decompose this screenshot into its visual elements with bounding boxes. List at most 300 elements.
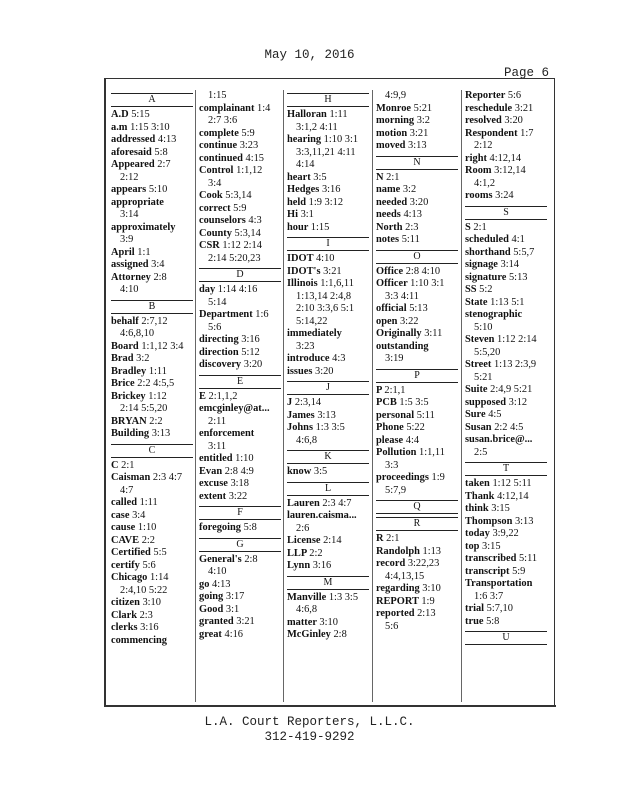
index-word: Transportation: [465, 578, 533, 589]
index-entry: [376, 558, 458, 571]
index-entry: [287, 134, 369, 147]
index-word: going: [199, 591, 224, 602]
index-entry: [111, 572, 193, 585]
index-ref-continuation: 2:4,10 5:22: [120, 584, 168, 596]
document-date: May 10, 2016: [264, 48, 355, 62]
index-ref: 3:17: [225, 591, 245, 602]
index-ref: 3:22: [228, 490, 248, 502]
index-ref: 2:1: [386, 533, 400, 544]
index-word: Lynn: [287, 560, 311, 571]
section-letter: R: [376, 517, 458, 531]
index-word: outstanding: [376, 340, 429, 352]
index-entry: [287, 548, 369, 561]
index-word: entitled: [199, 453, 233, 464]
index-entry: [465, 259, 547, 272]
index-ref: 2:1,1: [384, 384, 406, 396]
index-entry: [376, 472, 458, 485]
section-letter: F: [199, 506, 281, 520]
index-entry: [287, 535, 369, 548]
index-ref-continuation: 4:1,2: [474, 177, 496, 189]
index-ref: 3:22,23: [407, 558, 440, 569]
index-entry: [111, 497, 193, 510]
index-word: North: [376, 221, 403, 233]
index-entry: [465, 422, 547, 435]
index-ref: 3:12,14: [494, 165, 526, 176]
index-entry: [376, 435, 458, 448]
index-word: today: [465, 528, 490, 539]
index-word: SS: [465, 284, 477, 295]
index-word: LLP: [287, 547, 307, 559]
index-entry: [111, 510, 193, 523]
index-word: complainant: [199, 102, 255, 114]
index-entry: [465, 334, 547, 347]
index-ref: 5:10: [148, 184, 168, 195]
index-word: Cook: [199, 190, 223, 201]
index-word: complete: [199, 127, 239, 139]
index-ref: 3:4: [132, 509, 146, 521]
index-entry: [287, 184, 369, 197]
index-ref: 3:16: [312, 560, 332, 571]
index-word: directing: [199, 334, 239, 345]
index-word: correct: [199, 202, 231, 214]
index-entry: [199, 347, 281, 360]
index-entry: [376, 533, 458, 546]
index-word: appropriate: [111, 196, 164, 208]
index-ref: 4:13: [403, 209, 422, 220]
index-ref: 1:11: [329, 109, 348, 120]
index-ref: 4:13: [157, 134, 177, 145]
index-entry: [199, 391, 281, 404]
index-word: please: [376, 434, 404, 446]
index-entry: [376, 234, 458, 247]
index-entry: [199, 228, 281, 241]
index-word: C: [111, 459, 119, 471]
index-entry: [111, 597, 193, 610]
index-entry: [287, 366, 369, 379]
index-ref: 4:4: [405, 434, 420, 446]
index-entry: [465, 541, 547, 554]
index-word: citizen: [111, 597, 140, 608]
section-letter: A: [111, 93, 193, 107]
index-entry: [465, 128, 547, 141]
index-ref: 4:15: [245, 152, 264, 164]
index-entry: [199, 554, 281, 567]
index-entry: [199, 215, 281, 228]
index-word: needs: [376, 209, 401, 220]
index-ref-continuation: 2:5: [474, 446, 488, 458]
section-letter: S: [465, 206, 547, 220]
index-entry: [376, 583, 458, 596]
index-entry: [287, 466, 369, 479]
index-entry: [111, 159, 193, 172]
index-entry: [376, 278, 458, 291]
index-entry: [376, 316, 458, 329]
index-word: a.m: [111, 121, 128, 133]
index-ref-continuation: 4:6,8: [296, 434, 318, 446]
index-ref-continuation: 4:10: [208, 566, 227, 577]
index-entry: [199, 591, 281, 604]
index-word: open: [376, 315, 398, 327]
index-ref: 2:1: [473, 221, 487, 233]
index-ref: 1:12 2:14: [497, 334, 537, 345]
index-word: Street: [465, 359, 492, 370]
index-ref: 5:8: [486, 615, 500, 627]
index-entry: [111, 341, 193, 354]
section-letter: Q: [376, 500, 458, 514]
index-word: Board: [111, 340, 139, 352]
index-word: matter: [287, 616, 317, 628]
index-word: transcript: [465, 565, 510, 577]
index-entry: [111, 428, 193, 441]
index-word: Originally: [376, 328, 422, 339]
index-ref: 5:11: [401, 234, 420, 245]
index-word: supposed: [465, 396, 507, 408]
index-ref: 1:13 2:3,9: [493, 359, 537, 370]
index-entry: [465, 409, 547, 422]
index-entry: [287, 410, 369, 423]
index-ref-continuation: 3:3 4:11: [385, 290, 419, 302]
index-word: excuse: [199, 478, 228, 489]
section-letter: M: [287, 576, 369, 590]
section-letter: O: [376, 250, 458, 264]
index-ref: 3:20: [243, 359, 263, 370]
index-entry: [287, 278, 369, 291]
index-entry: [199, 453, 281, 466]
index-ref: 3:15: [482, 540, 501, 552]
index-entry: [287, 172, 369, 185]
index-ref: 2:8: [244, 553, 258, 565]
frame-left-border: [104, 78, 106, 706]
index-entry: [199, 616, 281, 629]
index-ref: 1:9: [421, 595, 435, 607]
index-entry: [376, 128, 458, 141]
index-entry: [287, 328, 369, 341]
index-ref: 5:22: [406, 422, 425, 433]
index-ref: 3:13: [317, 409, 336, 421]
index-word: granted: [199, 616, 234, 627]
index-word: General's: [199, 553, 242, 565]
index-word: Caisman: [111, 472, 151, 483]
index-entry: [465, 384, 547, 397]
section-letter: B: [111, 300, 193, 314]
index-entry: [465, 90, 547, 103]
index-ref: 5:6: [507, 90, 522, 101]
index-ref: 3:15: [491, 503, 510, 514]
index-ref: 2:8 4:10: [405, 265, 441, 277]
index-ref-continuation: 4:6,8,10: [120, 328, 155, 339]
index-ref-continuation: 3:11: [208, 440, 227, 452]
index-word: reschedule: [465, 102, 513, 114]
index-ref: 1:1: [137, 246, 151, 258]
index-ref-continuation: 2:14 5:20,23: [208, 252, 261, 264]
index-entry: [376, 222, 458, 235]
index-entry: [199, 428, 281, 441]
index-word: April: [111, 246, 135, 258]
index-word: State: [465, 296, 488, 308]
index-word: notes: [376, 234, 400, 245]
index-word: addressed: [111, 134, 156, 145]
index-entry: [376, 447, 458, 460]
index-ref-continuation: 4:4,13,15: [385, 570, 425, 582]
index-ref: 5:21: [413, 102, 433, 114]
index-entry: [465, 516, 547, 529]
index-ref-continuation: 2:7 3:6: [208, 115, 238, 126]
index-ref-continuation: 4:7: [120, 484, 134, 496]
index-entry: [111, 635, 193, 648]
index-word: Halloran: [287, 109, 327, 120]
index-word: Johns: [287, 422, 313, 433]
index-word: hearing: [287, 134, 322, 145]
index-word: foregoing: [199, 522, 241, 533]
index-ref-continuation: 3:4: [208, 177, 222, 189]
index-word: top: [465, 540, 480, 552]
index-ref: 4:5: [488, 409, 502, 420]
index-entry: [376, 422, 458, 435]
index-ref: 1:5 3:5: [399, 397, 429, 408]
index-entry: [376, 115, 458, 128]
index-word: J: [287, 397, 293, 408]
index-ref: 3:23: [239, 140, 259, 151]
index-entry: [465, 397, 547, 410]
index-entry: [199, 153, 281, 166]
frame-bottom-border: [104, 705, 556, 707]
index-word: Department: [199, 309, 253, 320]
index-word: certify: [111, 559, 140, 571]
index-entry: [376, 197, 458, 210]
index-ref: 4:12,14: [489, 152, 522, 164]
index-entry: [111, 366, 193, 379]
index-entry: [111, 472, 193, 485]
index-ref-continuation: 1:15: [208, 90, 227, 101]
index-entry: [465, 491, 547, 504]
index-column-3: [287, 90, 369, 642]
index-entry: [111, 222, 193, 235]
index-entry: [465, 478, 547, 491]
section-letter: J: [287, 381, 369, 395]
index-ref: 5:13: [409, 303, 428, 314]
index-ref: 3:24: [495, 190, 514, 201]
index-entry: [199, 203, 281, 216]
index-ref: 5:11: [416, 409, 435, 421]
index-ref: 3:21: [323, 265, 342, 277]
index-entry: [111, 378, 193, 391]
index-ref: 3:2: [136, 353, 150, 364]
index-word: emcginley@at...: [199, 403, 270, 414]
index-ref: 1:12: [148, 390, 167, 402]
index-entry: [111, 109, 193, 122]
index-word: Brice: [111, 378, 135, 389]
index-entry: [376, 410, 458, 423]
index-word: R: [376, 533, 384, 544]
column-divider: [461, 90, 462, 702]
index-entry: [376, 328, 458, 341]
column-divider: [195, 90, 196, 702]
index-ref: 4:16: [224, 628, 243, 640]
index-entry: [199, 140, 281, 153]
index-ref: 3:14: [500, 259, 520, 270]
index-column-2: [199, 90, 281, 641]
index-ref: 4:13: [212, 578, 231, 590]
index-word: S: [465, 221, 471, 233]
index-word: continued: [199, 152, 243, 164]
index-ref: 3:1: [225, 603, 240, 615]
index-ref: 5:5,7: [513, 246, 535, 258]
index-entry: [465, 222, 547, 235]
index-word: day: [199, 284, 216, 295]
index-word: approximately: [111, 221, 176, 233]
index-ref-continuation: 3:3: [385, 459, 399, 471]
index-word: behalf: [111, 315, 139, 327]
index-ref: 5:7,10: [486, 603, 513, 614]
index-entry: [111, 547, 193, 560]
index-word: moved: [376, 140, 406, 151]
index-ref: 2:13: [417, 608, 436, 619]
index-entry: [199, 309, 281, 322]
index-entry: [465, 284, 547, 297]
index-word: commencing: [111, 634, 167, 646]
index-ref: 5:9: [233, 202, 247, 214]
index-ref: 3:10: [319, 616, 338, 628]
index-entry: [199, 491, 281, 504]
index-word: discovery: [199, 359, 242, 370]
index-entry: [376, 596, 458, 609]
index-ref-continuation: 5:21: [474, 371, 493, 383]
index-column-5: [465, 90, 547, 647]
index-ref: 3:21: [409, 127, 429, 139]
index-word: signature: [465, 271, 507, 283]
index-ref: 1:3 3:5: [315, 422, 345, 433]
index-ref: 2:2 4:5,5: [137, 378, 175, 389]
index-word: lauren.caisma...: [287, 510, 357, 521]
index-word: trial: [465, 603, 485, 614]
index-ref-continuation: 2:11: [208, 415, 227, 427]
index-word: reported: [376, 608, 415, 619]
index-word: know: [287, 466, 312, 477]
index-ref-continuation: 2:14 5:5,20: [120, 403, 168, 414]
index-ref: 5:13: [508, 271, 528, 283]
index-entry: [111, 147, 193, 160]
index-word: signage: [465, 259, 498, 270]
index-ref: 3:10: [422, 583, 441, 594]
index-ref: 3:13: [514, 515, 534, 527]
index-ref: 3:2: [402, 184, 417, 195]
section-letter: E: [199, 375, 281, 389]
index-word: Illinois: [287, 278, 318, 289]
index-ref: 2:2: [149, 415, 163, 427]
index-ref: 4:12,14: [497, 490, 529, 502]
index-entry: [287, 617, 369, 630]
index-ref-continuation: 4:9,9: [385, 90, 407, 101]
index-word: Sure: [465, 409, 486, 420]
index-ref: 3:22: [399, 315, 419, 327]
index-word: stenographic: [465, 309, 523, 320]
index-ref: 2:7: [157, 159, 171, 170]
index-entry: [465, 616, 547, 629]
index-word: N: [376, 171, 384, 183]
index-entry: [376, 184, 458, 197]
index-ref: 3:18: [230, 478, 249, 489]
index-ref: 5:8: [243, 522, 257, 533]
index-ref: 4:1: [511, 234, 525, 245]
index-word: James: [287, 409, 315, 421]
index-word: held: [287, 196, 307, 208]
index-entry: [111, 391, 193, 404]
index-word: Building: [111, 428, 150, 439]
index-word: direction: [199, 346, 239, 358]
index-ref: 2:1,1,2: [208, 390, 238, 402]
index-ref: 3:21: [514, 102, 534, 114]
index-word: Brickey: [111, 390, 146, 402]
index-entry: [199, 604, 281, 617]
index-entry: [111, 535, 193, 548]
index-ref: 4:10: [315, 253, 335, 264]
index-ref-continuation: 4:6,8: [296, 604, 318, 615]
index-word: aforesaid: [111, 146, 152, 158]
index-word: Certified: [111, 547, 151, 558]
index-word: scheduled: [465, 234, 509, 245]
index-word: counselors: [199, 215, 246, 226]
index-ref: 5:3,14: [225, 190, 252, 201]
index-ref: 3:16: [321, 184, 341, 195]
index-word: great: [199, 628, 222, 640]
index-entry: [465, 165, 547, 178]
section-letter: H: [287, 93, 369, 107]
section-letter: D: [199, 268, 281, 282]
index-entry: [111, 610, 193, 623]
index-entry: [465, 603, 547, 616]
index-entry: [199, 103, 281, 116]
index-ref: 5:15: [131, 109, 150, 120]
index-entry: [465, 528, 547, 541]
column-divider: [283, 90, 284, 702]
index-word: Hedges: [287, 184, 320, 195]
index-word: Randolph: [376, 545, 420, 557]
index-ref: 1:10 3:1: [410, 278, 445, 289]
index-word: Respondent: [465, 127, 518, 139]
index-ref: 2:8: [153, 271, 167, 283]
index-ref-continuation: 2:12: [120, 171, 139, 183]
index-word: introduce: [287, 353, 330, 364]
index-column-4: [376, 90, 458, 633]
index-entry: [287, 422, 369, 435]
index-entry: [287, 629, 369, 642]
index-ref: 1:15: [310, 221, 330, 233]
index-word: extent: [199, 490, 227, 502]
index-ref: 3:16: [140, 622, 159, 633]
index-ref: 3:5: [313, 466, 328, 477]
index-ref: 5:3,14: [234, 227, 261, 239]
index-ref: 3:11: [424, 328, 443, 339]
index-entry: [199, 359, 281, 372]
index-ref: 3:10: [142, 597, 161, 608]
index-entry: [465, 309, 547, 322]
index-entry: [111, 197, 193, 210]
index-ref: 1:1,11: [419, 447, 445, 458]
index-entry: [287, 253, 369, 266]
index-ref: 1:12 2:14: [222, 240, 262, 251]
index-word: rooms: [465, 190, 493, 201]
index-entry: [376, 546, 458, 559]
index-word: Brad: [111, 353, 134, 364]
index-entry: [465, 359, 547, 372]
index-ref-continuation: 3:14: [120, 209, 139, 220]
index-word: Monroe: [376, 102, 412, 114]
index-ref: 4:3: [332, 353, 346, 364]
index-ref: 3:4: [151, 259, 165, 270]
index-word: License: [287, 535, 321, 546]
index-entry: [465, 115, 547, 128]
index-ref: 3:5: [313, 171, 327, 183]
